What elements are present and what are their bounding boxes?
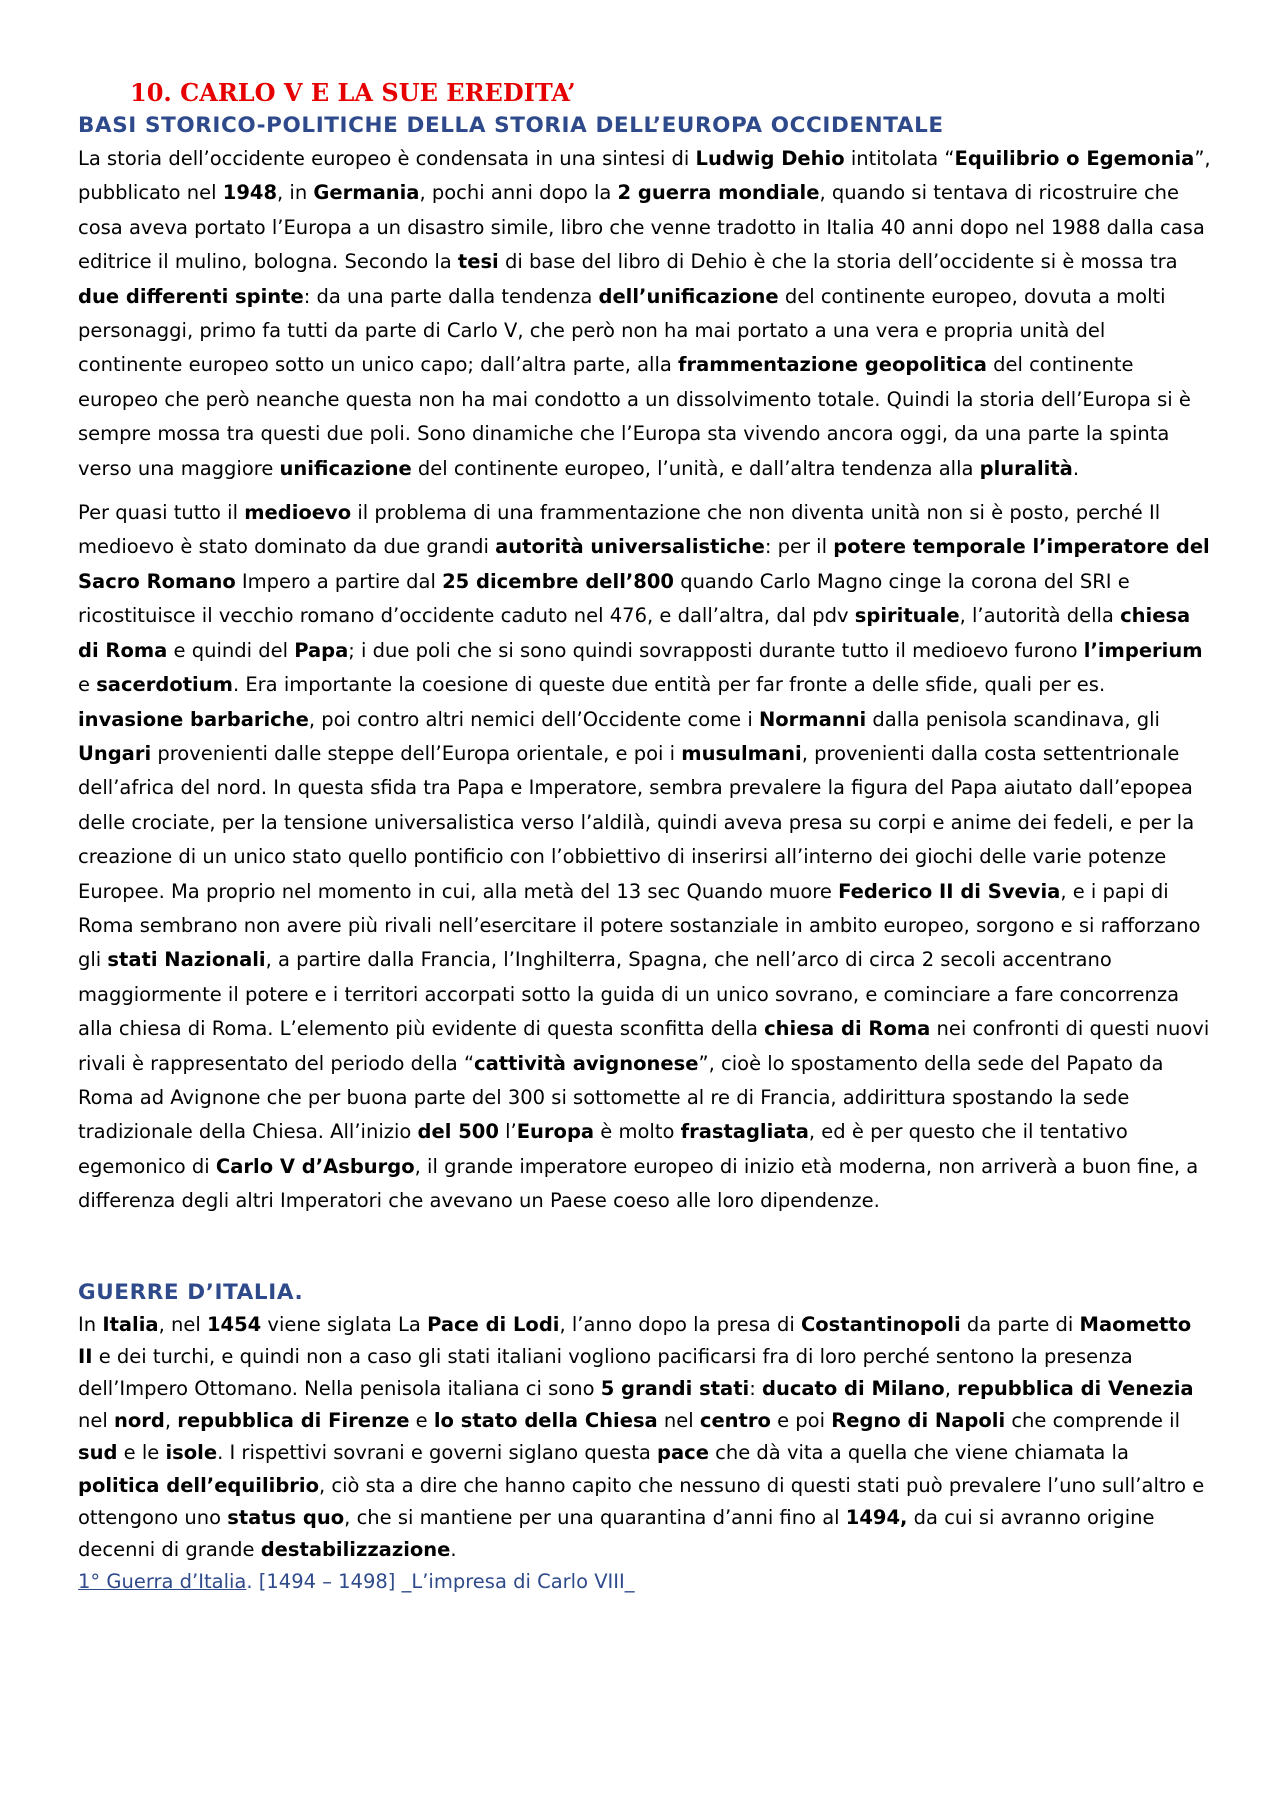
bold-term: Germania — [313, 181, 420, 205]
text-run: , il grande imperatore europeo di inizio età moderna, non arriverà a buon fine, a differenza degli altri Imperatori che avevano un Paese coeso alle loro dipendenze. — [78, 1154, 1199, 1213]
paragraph — [78, 1309, 1212, 1567]
text-run: quando Carlo Magno cinge la corona del SRI e ricostituisce il vecchio romano d’occidente caduto nel 476, e dall’altra, dal pdv — [78, 569, 1130, 628]
text-run: , provenienti dalla costa settentrionale dell’africa del nord. In questa sfida tra Papa e Imperatore, sembra prevalere la figura del Papa aiutato dall’epopea delle crociate, per la tensione universalistica verso l’aldilà, quindi aveva presa su corpi e anime dei fedeli, e per la creazione di un unico stato quello pontificio con l’obbiettivo di inserirsi all’interno dei giochi delle varie potenze Europee. Ma proprio nel momento in cui, alla metà del 13 sec Quando muore — [78, 741, 1195, 903]
bold-term: cattività avignonese — [474, 1051, 699, 1075]
bold-term: chiesa di Roma — [78, 604, 1191, 662]
text-run: l’ — [498, 1120, 517, 1144]
paragraph — [78, 496, 1212, 1219]
bold-term: 2 guerra mondiale — [617, 181, 820, 205]
bold-term: autorità universalistiche — [495, 535, 765, 559]
bold-term: nord — [113, 1409, 165, 1433]
bold-term: sacerdotium — [96, 673, 233, 697]
text-run: nei confronti di questi nuovi rivali è rappresentato del periodo della “ — [78, 1017, 1210, 1075]
bold-term: frastagliata — [680, 1120, 809, 1144]
bold-term: sud — [78, 1441, 118, 1465]
text-run: di base del libro di Dehio è che la storia dell’occidente si è mossa tra — [498, 250, 1178, 274]
text-run: , che si mantiene per una quarantina d’anni fino al — [344, 1505, 846, 1529]
bold-term: Regno di Napoli — [831, 1409, 1006, 1433]
bold-term: 1494, — [845, 1505, 908, 1529]
bold-term: 25 dicembre dell’800 — [442, 569, 674, 593]
text-run: , — [944, 1377, 958, 1400]
bold-term: Costantinopoli — [800, 1312, 961, 1336]
text-run: : per il — [764, 535, 834, 559]
bold-term: l’imperium — [1083, 638, 1203, 662]
text-run: , nel — [158, 1312, 207, 1336]
text-run: , a partire dalla Francia, l’Inghilterra, Spagna, che nell’arco di circa 2 secoli accentrano maggiormente il potere e i territori accorpati sotto la guida di un unico sovrano, e cominciare a fare concorrenza alla chiesa di Roma. L’elemento più evidente di questa sconfitta della — [78, 948, 1180, 1041]
text-run: e — [409, 1409, 434, 1433]
bold-term: isole — [165, 1441, 218, 1465]
bold-term: stati Nazionali — [107, 948, 266, 972]
bold-term: Federico II di Svevia — [838, 879, 1061, 903]
bold-term: Italia — [102, 1312, 159, 1336]
bold-term: Ungari — [78, 741, 152, 765]
bold-term: 1454 — [206, 1312, 262, 1336]
text-run: e — [78, 673, 97, 697]
text-run: da cui si avranno origine decenni di grande — [78, 1505, 1155, 1562]
text-run: del continente europeo che però neanche questa non ha mai condotto a un dissolvimento totale. Quindi la storia dell’Europa si è sempre mossa tra questi due poli. Sono dinamiche che l’Europa sta vivendo ancora oggi, da una parte la spinta verso una maggiore — [78, 353, 1191, 480]
bold-term: status quo — [227, 1505, 345, 1529]
text-run: del continente europeo, l’unità, e dall’altra tendenza alla — [411, 456, 980, 480]
text-run: , pochi anni dopo la — [419, 181, 618, 205]
bold-term: del 500 — [417, 1120, 499, 1144]
guerra-italia-link[interactable]: 1° Guerra d’Italia — [78, 1570, 247, 1594]
text-run: , poi contro altri nemici dell’Occidente come i — [308, 707, 759, 731]
bold-term: Normanni — [758, 707, 867, 731]
section-heading-guerre: GUERRE D’ITALIA. — [78, 1279, 304, 1305]
text-run: , in — [277, 181, 314, 205]
bold-term: musulmani — [681, 741, 802, 765]
text-run: nel — [78, 1409, 114, 1433]
bold-term: Pace di Lodi — [427, 1312, 560, 1336]
bold-term: 1948 — [222, 181, 278, 205]
text-run: , ed è per questo che il tentativo egemonico di — [78, 1120, 1128, 1178]
bold-term: pluralità — [979, 456, 1073, 480]
text-run: La storia dell’occidente europeo è condensata in una sintesi di — [78, 147, 696, 170]
text-run: nel — [657, 1409, 700, 1433]
bold-term: potere temporale l’imperatore del Sacro Romano — [78, 535, 1210, 593]
bold-term: Carlo V d’Asburgo — [215, 1154, 415, 1178]
chapter-title: 10. CARLO V E LA SUE EREDITA’ — [130, 78, 576, 107]
bold-term: 5 grandi stati — [600, 1377, 750, 1400]
bold-term: unificazione — [279, 456, 412, 480]
text-run: , — [164, 1409, 178, 1433]
text-run: provenienti dalle steppe dell’Europa orientale, e poi i — [151, 741, 682, 765]
bold-term: lo stato della Chiesa — [433, 1409, 658, 1433]
bold-term: Papa — [294, 638, 349, 662]
text-run: è molto — [594, 1120, 681, 1144]
carlo-viii-subtitle: _L’impresa di Carlo VIII_ — [401, 1570, 635, 1594]
text-run: da parte di — [960, 1312, 1080, 1336]
link-line — [78, 1566, 1212, 1598]
document-page — [78, 78, 1212, 1598]
text-run: , l’anno dopo la presa di — [559, 1312, 801, 1336]
section-heading-basi: BASI STORICO-POLITICHE DELLA STORIA DELL’EUROPA OCCIDENTALE — [78, 113, 944, 138]
text-run: intitolata “ — [844, 147, 955, 170]
bold-term: destabilizzazione — [260, 1538, 451, 1562]
text-run: e dei turchi, e quindi non a caso gli stati italiani vogliono pacificarsi fra di loro perché sentono la presenza dell’Impero Ottomano. Nella penisola italiana ci sono — [78, 1344, 1133, 1400]
text-run: , quando si tentava di ricostruire che cosa aveva portato l’Europa a un disastro simile, libro che venne tradotto in Italia 40 anni dopo nel 1988 dalla casa editrice il mulino, bologna. Secondo la — [78, 181, 1205, 274]
bold-term: spirituale — [854, 604, 960, 628]
text-run: , ciò sta a dire che hanno capito che nessuno di questi stati può prevalere l’uno sull’altro e ottengono uno — [78, 1473, 1205, 1529]
bold-term: Europa — [516, 1120, 595, 1144]
text-run: : da una parte dalla tendenza — [303, 284, 599, 308]
text-run: ; i due poli che si sono quindi sovrapposti durante tutto il medioevo furono — [348, 638, 1084, 662]
bold-term: chiesa di Roma — [764, 1017, 931, 1041]
text-run: e le — [117, 1441, 166, 1465]
bold-term: dell’unificazione — [598, 284, 779, 308]
bold-term: tesi — [457, 250, 499, 274]
bold-term: invasione barbariche — [78, 707, 309, 731]
text-run: . Era importante la coesione di queste due entità per far fronte a delle sfide, quali per es. — [232, 673, 1106, 697]
text-run: e quindi del — [167, 638, 295, 662]
bold-term: medioevo — [244, 501, 352, 525]
date-range: . [1494 – 1498] — [246, 1570, 402, 1594]
bold-term: pace — [657, 1441, 709, 1465]
bold-term: politica dell’equilibrio — [78, 1473, 319, 1497]
text-run: : — [749, 1377, 762, 1400]
text-run: Impero a partire dal — [235, 569, 443, 593]
bold-term: Equilibrio o Egemonia — [954, 147, 1195, 170]
bold-term: Maometto II — [78, 1312, 1192, 1368]
text-run: , l’autorità della — [959, 604, 1121, 628]
text-run: il problema di una frammentazione che non diventa unità non si è posto, perché Il medioevo è stato dominato da due grandi — [78, 501, 1161, 559]
bold-term: frammentazione geopolitica — [678, 353, 987, 377]
text-run: In — [78, 1312, 103, 1336]
bold-term: repubblica di Venezia — [957, 1377, 1194, 1400]
text-run: , e i papi di Roma sembrano non avere più rivali nell’esercitare il potere sostanziale in ambito europeo, sorgono e si rafforzano gli — [78, 879, 1201, 972]
text-run: Per quasi tutto il — [78, 501, 245, 525]
bold-term: ducato di Milano — [761, 1377, 945, 1400]
text-run: . I rispettivi sovrani e governi siglano questa — [217, 1441, 658, 1465]
text-run: che comprende il — [1005, 1409, 1180, 1433]
text-run: dalla penisola scandinava, gli — [866, 707, 1160, 731]
text-run: del continente europeo, dovuta a molti personaggi, primo fa tutti da parte di Carlo V, che però non ha mai portato a una vera e propria unità del continente europeo sotto un unico capo; dall’altra parte, alla — [78, 284, 1166, 377]
bold-term: centro — [699, 1409, 771, 1433]
bold-term: Ludwig Dehio — [695, 147, 845, 170]
text-run: ”, cioè lo spostamento della sede del Papato da Roma ad Avignone che per buona parte del 300 si sottomette al re di Francia, addirittura spostando la sede tradizionale della Chiesa. All’inizio — [78, 1051, 1164, 1144]
bold-term: due differenti spinte — [78, 284, 304, 308]
text-run: . — [450, 1538, 457, 1562]
text-run: . — [1072, 456, 1080, 480]
bold-term: repubblica di Firenze — [177, 1409, 410, 1433]
text-run: viene siglata La — [261, 1312, 428, 1336]
text-run: e poi — [770, 1409, 832, 1433]
text-run: ”, pubblicato nel — [78, 147, 1211, 205]
text-run: che dà vita a quella che viene chiamata la — [708, 1441, 1129, 1465]
paragraph — [78, 142, 1212, 486]
